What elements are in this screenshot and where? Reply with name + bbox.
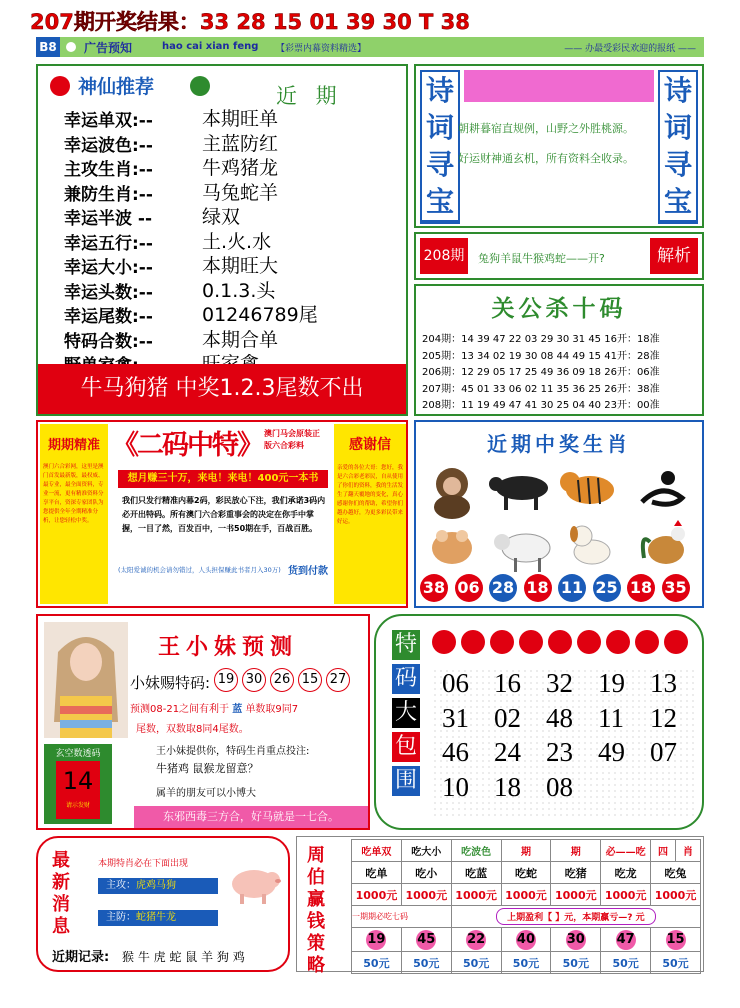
zodiac-animals: [422, 462, 698, 580]
recommend-value: 马兔蛇羊: [202, 181, 279, 204]
strategy-bet: 吃蛇: [501, 862, 551, 884]
rat-icon: [432, 530, 472, 564]
strategy-number-cell: [352, 928, 402, 952]
wang-friend: 属羊的朋友可以小博大: [156, 788, 256, 799]
recommend-value: 土.火.水: [202, 230, 272, 253]
gift-number: 26: [270, 668, 294, 692]
recommend-label: 幸运单双:--: [64, 111, 153, 131]
recommend-banner: 牛马狗猪 中奖1.2.3尾数不出: [38, 364, 406, 414]
ad-side-text: 澳门马会原装正版六合彩料: [264, 429, 320, 450]
monkey-icon: [434, 468, 470, 519]
recommend-value: 本期合单: [202, 328, 279, 351]
strategy-number: 15: [666, 930, 686, 950]
tema-number: 13: [650, 668, 677, 698]
tema-number: 02: [494, 702, 521, 733]
recommend-value: 本期旺大: [202, 255, 279, 277]
poem-left-column: [420, 70, 460, 224]
tema-number: 49: [598, 737, 625, 767]
ad-right-text: 亲爱的各位大哥：您好，我是六合彩老彩民，自从使用了你们的资料，我的生活发生了翻天覆地的变化，真心感谢你们的帮助，希望你们越办越好，为更多彩民带来好运。: [337, 465, 404, 525]
period-hint-bar: [414, 232, 704, 280]
red-ball-icon: [461, 630, 485, 654]
zodiac-panel: [414, 420, 704, 608]
zodiac-number-ball: 25: [593, 574, 621, 602]
strategy-stake: 50元: [551, 952, 601, 974]
strategy-stake: 50元: [401, 952, 451, 974]
recommend-label: 幸运尾数:--: [64, 307, 153, 327]
poem-char: 寻: [660, 146, 696, 183]
tema-panel: [374, 614, 704, 830]
predict-color: 蓝: [232, 704, 243, 715]
strategy-note-left: 一期期必吃七码: [352, 906, 452, 928]
strategy-bet: 吃兔: [651, 862, 701, 884]
tema-number: 31: [442, 702, 469, 733]
pig-icon: [226, 858, 282, 906]
zodiac-number-ball: 38: [420, 574, 448, 602]
red-ball-icon: [519, 630, 543, 654]
zodiac-number-ball: 18: [524, 574, 552, 602]
wang-banner: 东邪西毒三方合，好马就是一七合。: [134, 806, 368, 828]
news-title: 最新消息: [52, 850, 70, 937]
ox-icon: [489, 476, 548, 510]
strategy-bet: 吃猪: [551, 862, 601, 884]
ad-left-title: 期期精准: [47, 438, 100, 453]
draw-result-title: 207期开奖结果：33 28 15 01 39 30 T 38: [30, 10, 470, 34]
tiger-icon: [560, 472, 614, 504]
main-value: 虎鸡马狗: [136, 880, 176, 891]
strategy-number: 30: [566, 930, 586, 950]
strategy-number-cell: [651, 928, 701, 952]
zodiac-number-ball: 28: [489, 574, 517, 602]
strategy-number-cell: [451, 928, 501, 952]
tema-side-char: 特: [392, 630, 420, 660]
strategy-number-cell: [501, 928, 551, 952]
ten-codes-row: 207期：45 01 33 06 02 11 35 36 25 26开：38准: [422, 383, 660, 395]
red-dot-icon: [50, 76, 70, 96]
ten-codes-row: 206期：12 29 05 17 25 49 36 09 18 26开：06准: [422, 367, 660, 378]
tema-dots: [432, 630, 692, 656]
strategy-note-right-cell: [451, 906, 700, 928]
strategy-title: 周伯赢钱策略: [307, 845, 325, 976]
zodiac-number-ball: 35: [662, 574, 690, 602]
tema-number: 12: [650, 702, 677, 733]
ad-body: 我们只发行精准内幕2码，彩民放心下注，我们承诺3码内必开出特码。所有澳门六合彩重事会的决定在你手中掌握，一目了然，百发百中，一书50期在手，百战百胜。: [122, 496, 326, 533]
strategy-amount: 1000元: [352, 884, 402, 906]
strategy-bet: 吃蓝: [451, 862, 501, 884]
zodiac-number-ball: 06: [455, 574, 483, 602]
sheep-icon: [494, 534, 550, 572]
poem-char: 诗: [660, 72, 696, 109]
xuankong-card: [56, 761, 100, 819]
rooster-icon: [643, 520, 685, 564]
strategy-header: 四: [651, 840, 676, 862]
recommend-title: 神仙推荐: [78, 76, 155, 98]
strategy-amount: 1000元: [601, 884, 651, 906]
strip-slogan: —— 办最受彩民欢迎的报纸 ——: [564, 44, 696, 54]
strategy-number-cell: [401, 928, 451, 952]
strategy-bet: 吃小: [401, 862, 451, 884]
strategy-stake: 50元: [601, 952, 651, 974]
ten-codes-row: 208期：11 19 49 47 41 30 25 04 40 23开：00准: [422, 400, 660, 411]
page-badge: B8: [36, 37, 60, 57]
strategy-number: 45: [416, 930, 436, 950]
strategy-table: [351, 839, 701, 974]
strategy-header: 必——吃: [601, 840, 651, 862]
recommend-label: 幸运头数:--: [64, 282, 153, 303]
record-value: 猴 牛 虎 蛇 鼠 羊 狗 鸡: [122, 950, 245, 964]
gift-number: 19: [214, 668, 238, 692]
tema-side: [392, 630, 420, 800]
strategy-header: 吃大小: [401, 840, 451, 862]
recommend-label: 幸运波色:--: [64, 135, 153, 156]
tema-number: 32: [546, 668, 573, 698]
xuankong-box: [44, 744, 112, 824]
red-ball-icon: [635, 630, 659, 654]
gift-number: 27: [326, 668, 350, 692]
recommend-value: 01246789尾: [202, 304, 318, 326]
tema-number: 19: [598, 668, 625, 698]
strategy-bet: 吃单: [352, 862, 402, 884]
green-dot-icon: [190, 76, 210, 96]
record-label: 近期记录:: [52, 950, 110, 965]
xuankong-label: 玄空数透码: [55, 749, 101, 759]
strategy-note-right: 上期盈利【 】元，本期赢亏—? 元: [496, 908, 656, 925]
recommend-value: 主蓝防红: [202, 132, 279, 155]
strip-bracket: 【彩票内幕资料精选】: [276, 44, 367, 54]
red-ball-icon: [548, 630, 572, 654]
strategy-panel: [296, 836, 704, 976]
tema-number: 16: [494, 668, 521, 698]
strategy-stake: 50元: [352, 952, 402, 974]
strategy-amount: 1000元: [651, 884, 701, 906]
red-ball-icon: [664, 630, 688, 654]
tema-side-char: 码: [392, 664, 420, 694]
wang-panel: [36, 614, 370, 830]
tema-number: 18: [494, 771, 521, 802]
strip-tag: 广告预知: [84, 41, 133, 55]
tema-number: 24: [494, 737, 521, 767]
tema-number: 23: [546, 737, 573, 767]
poem-panel: [414, 64, 704, 228]
tema-grid: [432, 668, 694, 818]
tema-number: 06: [442, 668, 469, 698]
snake-icon: [642, 471, 682, 504]
poem-line-2: 好运财神通玄机，所有资料全收录。: [458, 152, 634, 165]
period-hint: 兔狗羊鼠牛猴鸡蛇——开?: [478, 252, 605, 265]
strategy-amount: 1000元: [451, 884, 501, 906]
strategy-stake: 50元: [501, 952, 551, 974]
ad-right-column: [334, 424, 406, 604]
strategy-header: 吃单双: [352, 840, 402, 862]
ad-slogan: 想月赚三十万，来电！来电！400元一本书: [118, 470, 328, 488]
red-ball-icon: [606, 630, 630, 654]
poem-char: 寻: [422, 146, 458, 183]
portrait-avatar: [44, 622, 128, 738]
poem-right-column: [658, 70, 698, 224]
tema-side-char: 围: [392, 766, 420, 796]
recommend-label: 主攻生肖:--: [64, 160, 153, 180]
recommend-label: 特码合数:--: [64, 331, 153, 352]
predict-line-1: [130, 700, 298, 715]
strategy-amount: 1000元: [501, 884, 551, 906]
zodiac-numbers: [420, 574, 702, 604]
wang-title: 王小妹预测: [158, 635, 299, 660]
strategy-stake: 50元: [651, 952, 701, 974]
recommend-label: 幸运五行:--: [64, 233, 153, 254]
strategy-number: 47: [616, 930, 636, 950]
strategy-number-cell: [551, 928, 601, 952]
ad-footer: (太阳爱诚的机会请勿错过，人头担保赚此书者月入30万): [118, 566, 281, 574]
dog-icon: [570, 526, 610, 564]
strategy-stake: 50元: [451, 952, 501, 974]
period-label: 208期: [420, 238, 468, 274]
strategy-header: 期: [551, 840, 601, 862]
analysis-button[interactable]: 解析: [650, 238, 698, 274]
zodiac-number-ball: 11: [558, 574, 586, 602]
strategy-amount: 1000元: [401, 884, 451, 906]
poem-char: 词: [422, 109, 458, 146]
predict-line-2: 尾数，双数取8同4尾数。: [136, 724, 249, 735]
tema-number: 10: [442, 771, 469, 802]
guard-value: 蛇猪牛龙: [136, 912, 176, 923]
recommend-label: 兼防生肖:--: [64, 184, 153, 205]
xuankong-stamp: 请示发财: [65, 802, 90, 809]
strategy-amount: 1000元: [551, 884, 601, 906]
wang-intro: 王小妹提供你，特码生肖重点投注:: [156, 746, 310, 757]
ten-codes-row: 204期：14 39 47 22 03 29 30 31 45 16开：18准: [422, 334, 660, 345]
strategy-header: 吃波色: [451, 840, 501, 862]
recommend-value: 牛鸡猪龙: [202, 157, 279, 179]
predict-text-a: 预测08-21之间有利于: [130, 704, 230, 715]
tema-number: 46: [442, 737, 469, 767]
strategy-bet: 吃龙: [601, 862, 651, 884]
recommend-subtitle: 近 期: [276, 84, 343, 108]
red-ball-icon: [490, 630, 514, 654]
ad-panel: [36, 420, 408, 608]
news-panel: [36, 836, 290, 972]
ad-right-title: 感谢信: [349, 437, 391, 453]
poem-char: 诗: [422, 72, 458, 109]
strategy-number: 40: [516, 930, 536, 950]
tema-number: 48: [546, 702, 573, 733]
news-text: 本期特肖必在下面出现: [98, 859, 189, 869]
recommend-panel: [36, 64, 408, 416]
recommend-value: 本期旺单: [202, 108, 279, 130]
strategy-header: 期: [501, 840, 551, 862]
news-main-bar: [98, 878, 218, 894]
recommend-label: 幸运大小:--: [64, 258, 153, 278]
tema-number: 08: [546, 771, 573, 802]
poem-char: 宝: [422, 183, 458, 220]
header-strip: [36, 37, 704, 57]
recommend-label: 幸运半波 --: [64, 209, 153, 229]
ten-codes-title: 关公杀十码: [491, 296, 627, 322]
recommend-value: 0.1.3.头: [202, 279, 276, 302]
predict-text-c: 单数取9同7: [245, 704, 299, 715]
zodiac-title: 近期中奖生肖: [487, 432, 631, 456]
ten-codes-row: 205期：13 34 02 19 30 08 44 49 15 41开：28准: [422, 350, 660, 362]
poem-pink-banner: [464, 70, 654, 102]
ad-left-text: 澳门六合彩网，这里是澳门首发最新版，最权威、最专业，最全面资料，专业一流，更有精准资料分享平台，资深专家团队为您提供全年全期精准分析，让您轻松中奖。: [43, 464, 104, 524]
zodiac-number-ball: 18: [627, 574, 655, 602]
main-label: 主攻：: [106, 880, 136, 891]
xuankong-number: 14: [62, 767, 94, 795]
ad-left-column: [40, 424, 108, 604]
news-guard-bar: [98, 910, 218, 926]
tema-number: 11: [598, 702, 624, 733]
ten-codes-panel: [414, 284, 704, 416]
strategy-number-cell: [601, 928, 651, 952]
tema-number: 07: [650, 737, 677, 767]
tema-side-char: 大: [392, 698, 420, 728]
poem-char: 词: [660, 109, 696, 146]
gift-numbers: [214, 668, 364, 694]
tema-side-char: 包: [392, 732, 420, 762]
red-ball-icon: [432, 630, 456, 654]
poem-line-1: 朝耕暮宿直规例，山野之外胜桃源。: [458, 122, 634, 135]
cod-button[interactable]: 货到付款: [288, 566, 328, 577]
gift-number: 15: [298, 668, 322, 692]
red-ball-icon: [577, 630, 601, 654]
strategy-number: 19: [366, 930, 386, 950]
poem-char: 宝: [660, 183, 696, 220]
strip-pinyin: hao cai xian feng: [162, 41, 259, 52]
strategy-header: 肖: [675, 840, 700, 862]
ad-main-title: 《二码中特》: [112, 430, 262, 461]
dot-icon: [66, 42, 76, 52]
recommend-value: 绿双: [202, 206, 241, 228]
gift-number: 30: [242, 668, 266, 692]
wang-pick: 牛猪鸡 鼠猴龙留意？: [156, 762, 259, 775]
strategy-number: 22: [466, 930, 486, 950]
guard-label: 主防：: [106, 912, 136, 923]
gift-label: 小妹赐特码:: [130, 674, 211, 692]
